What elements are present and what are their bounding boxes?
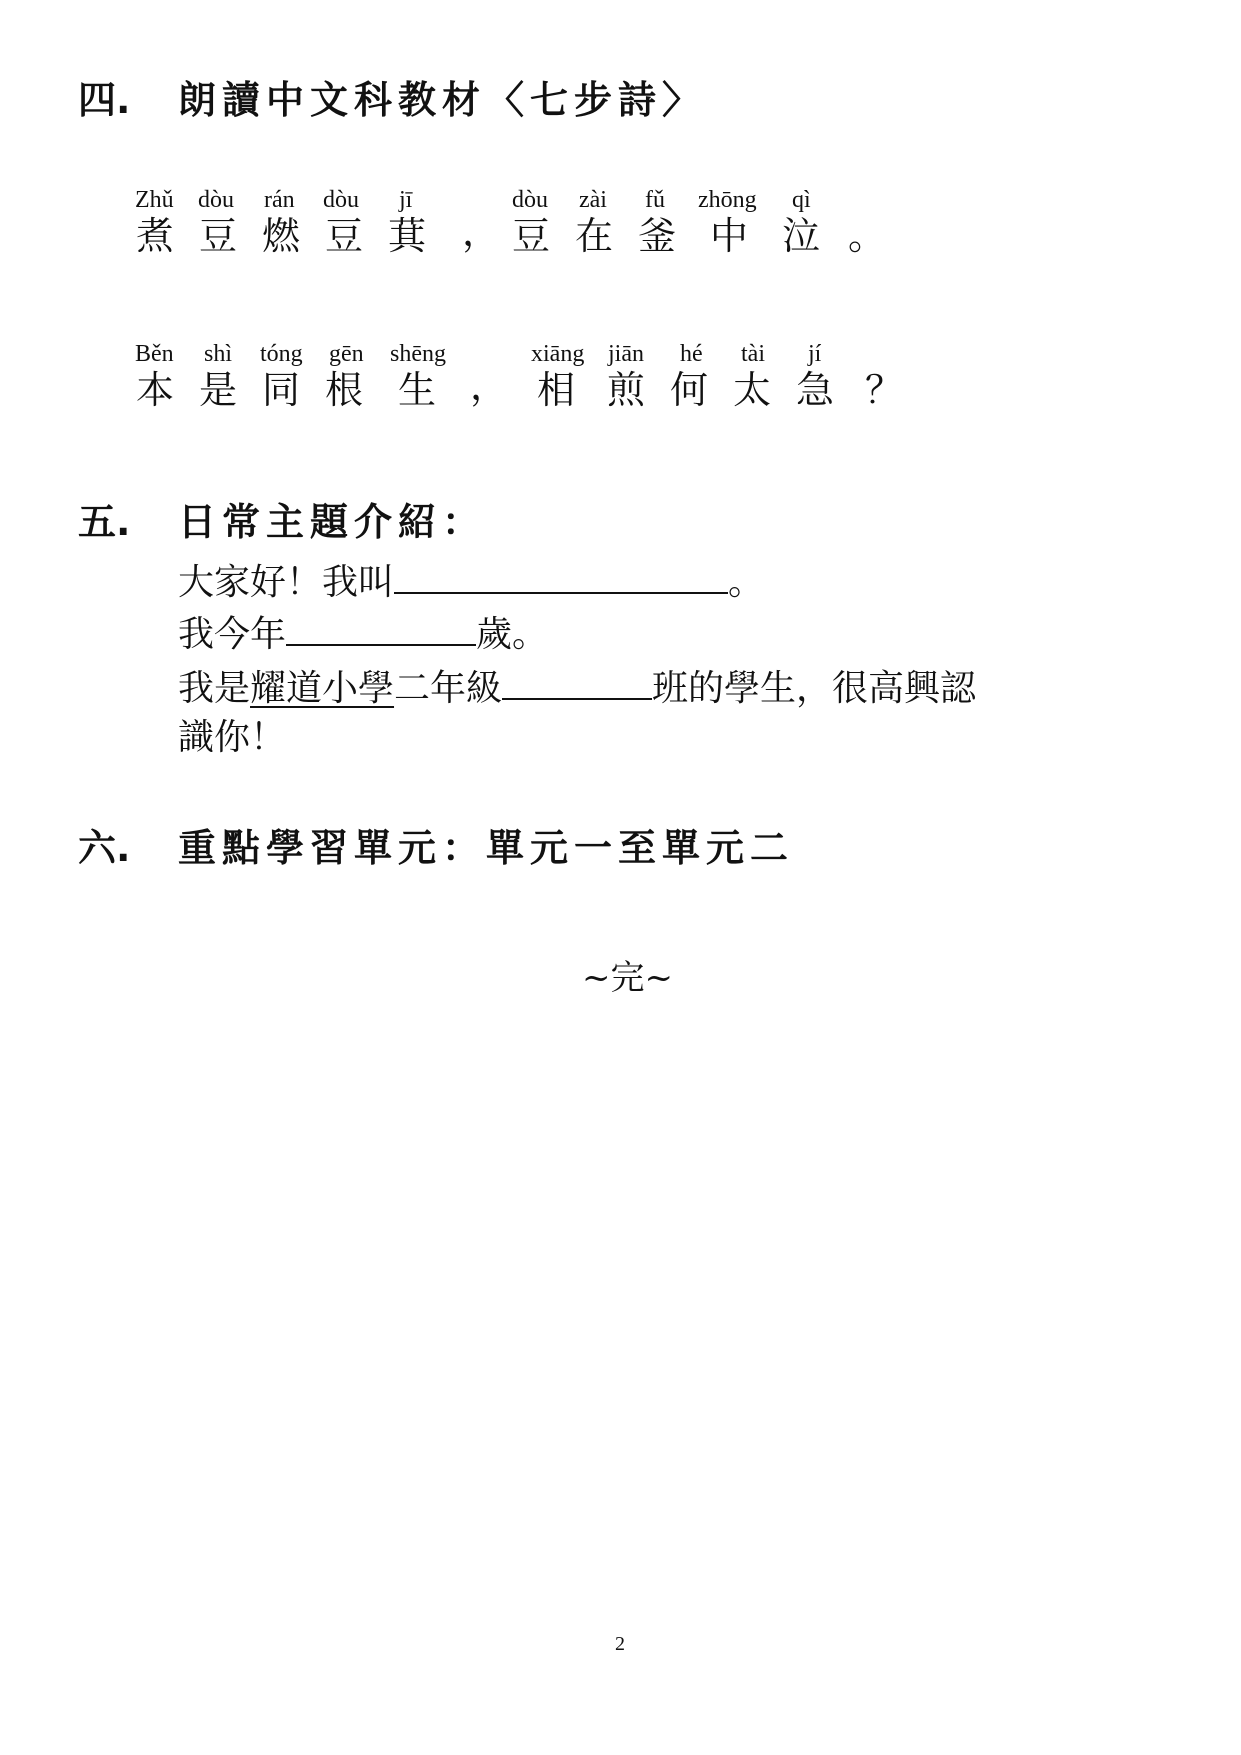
pinyin: Běn (135, 341, 174, 367)
intro-line-4: 識你！ (178, 717, 287, 758)
pinyin: hé (680, 341, 703, 367)
poem-char: ， (470, 364, 509, 408)
poem-char: 太 (733, 368, 772, 412)
pinyin: dòu (323, 187, 359, 213)
pinyin: qì (792, 187, 811, 213)
poem-char: 豆 (199, 214, 238, 258)
pinyin: Zhǔ (135, 187, 174, 213)
pinyin: gēn (329, 341, 364, 367)
age-blank[interactable] (286, 608, 476, 646)
poem-char: 何 (670, 368, 709, 412)
poem-char: 相 (537, 368, 576, 412)
intro-line-2-end: 歲。 (476, 614, 549, 655)
school-name: 耀道小學 (250, 668, 395, 709)
pinyin: jī (399, 187, 413, 213)
poem-char: 中 (710, 214, 749, 258)
name-blank[interactable] (394, 556, 728, 594)
intro-line-3 (178, 662, 976, 711)
poem-char: 釜 (638, 214, 677, 258)
poem-char: 泣 (782, 214, 821, 258)
page-number: 2 (615, 1633, 625, 1655)
end-mark: ~完~ (582, 958, 673, 998)
pinyin: zài (579, 187, 607, 213)
section-6-title: 重點學習單元：單元一至單元二 (178, 826, 795, 870)
intro-line-2 (178, 608, 548, 657)
pinyin: jiān (608, 341, 644, 367)
poem-char: ？ (865, 368, 904, 412)
poem-char: 。 (848, 214, 887, 258)
intro-line-1 (178, 556, 764, 605)
section-5-number: 五. (78, 500, 131, 544)
class-blank[interactable] (502, 662, 652, 700)
pinyin: shēng (390, 341, 446, 367)
pinyin: dòu (198, 187, 234, 213)
intro-line-2-text: 我今年 (178, 614, 287, 655)
poem-char: 生 (398, 368, 437, 412)
pinyin: jí (808, 341, 822, 367)
poem-char: 煮 (136, 214, 175, 258)
poem-char: 本 (136, 368, 175, 412)
poem-char: 急 (796, 368, 835, 412)
intro-line-1-end: 。 (728, 562, 765, 603)
poem-char: 燃 (262, 214, 301, 258)
poem-char: 萁 (388, 214, 427, 258)
poem-char: 根 (325, 368, 364, 412)
pinyin: xiāng (531, 341, 585, 367)
poem-char: 在 (575, 214, 614, 258)
pinyin: fǔ (645, 187, 665, 213)
section-5-title: 日常主題介紹： (178, 500, 487, 544)
poem-char: 煎 (607, 368, 646, 412)
intro-line-1-text: 大家好！我叫 (178, 562, 395, 603)
pinyin: dòu (512, 187, 548, 213)
poem-char: 同 (262, 368, 301, 412)
intro-line-3-grade: 二年級 (394, 668, 503, 709)
section-6-number: 六. (78, 826, 131, 870)
section-4-number: 四. (78, 78, 131, 122)
intro-line-3-end: 班的學生，很高興認 (652, 668, 977, 709)
pinyin: zhōng (698, 187, 757, 213)
poem-char: 是 (199, 368, 238, 412)
poem-char: 豆 (325, 214, 364, 258)
pinyin: tóng (260, 341, 303, 367)
poem-char: ， (462, 210, 501, 254)
poem-char: 豆 (512, 214, 551, 258)
pinyin: shì (204, 341, 233, 367)
pinyin: rán (264, 187, 295, 213)
section-4-title: 朗讀中文科教材〈七步詩〉 (178, 78, 707, 122)
intro-line-3-text: 我是 (178, 668, 251, 709)
pinyin: tài (741, 341, 765, 367)
